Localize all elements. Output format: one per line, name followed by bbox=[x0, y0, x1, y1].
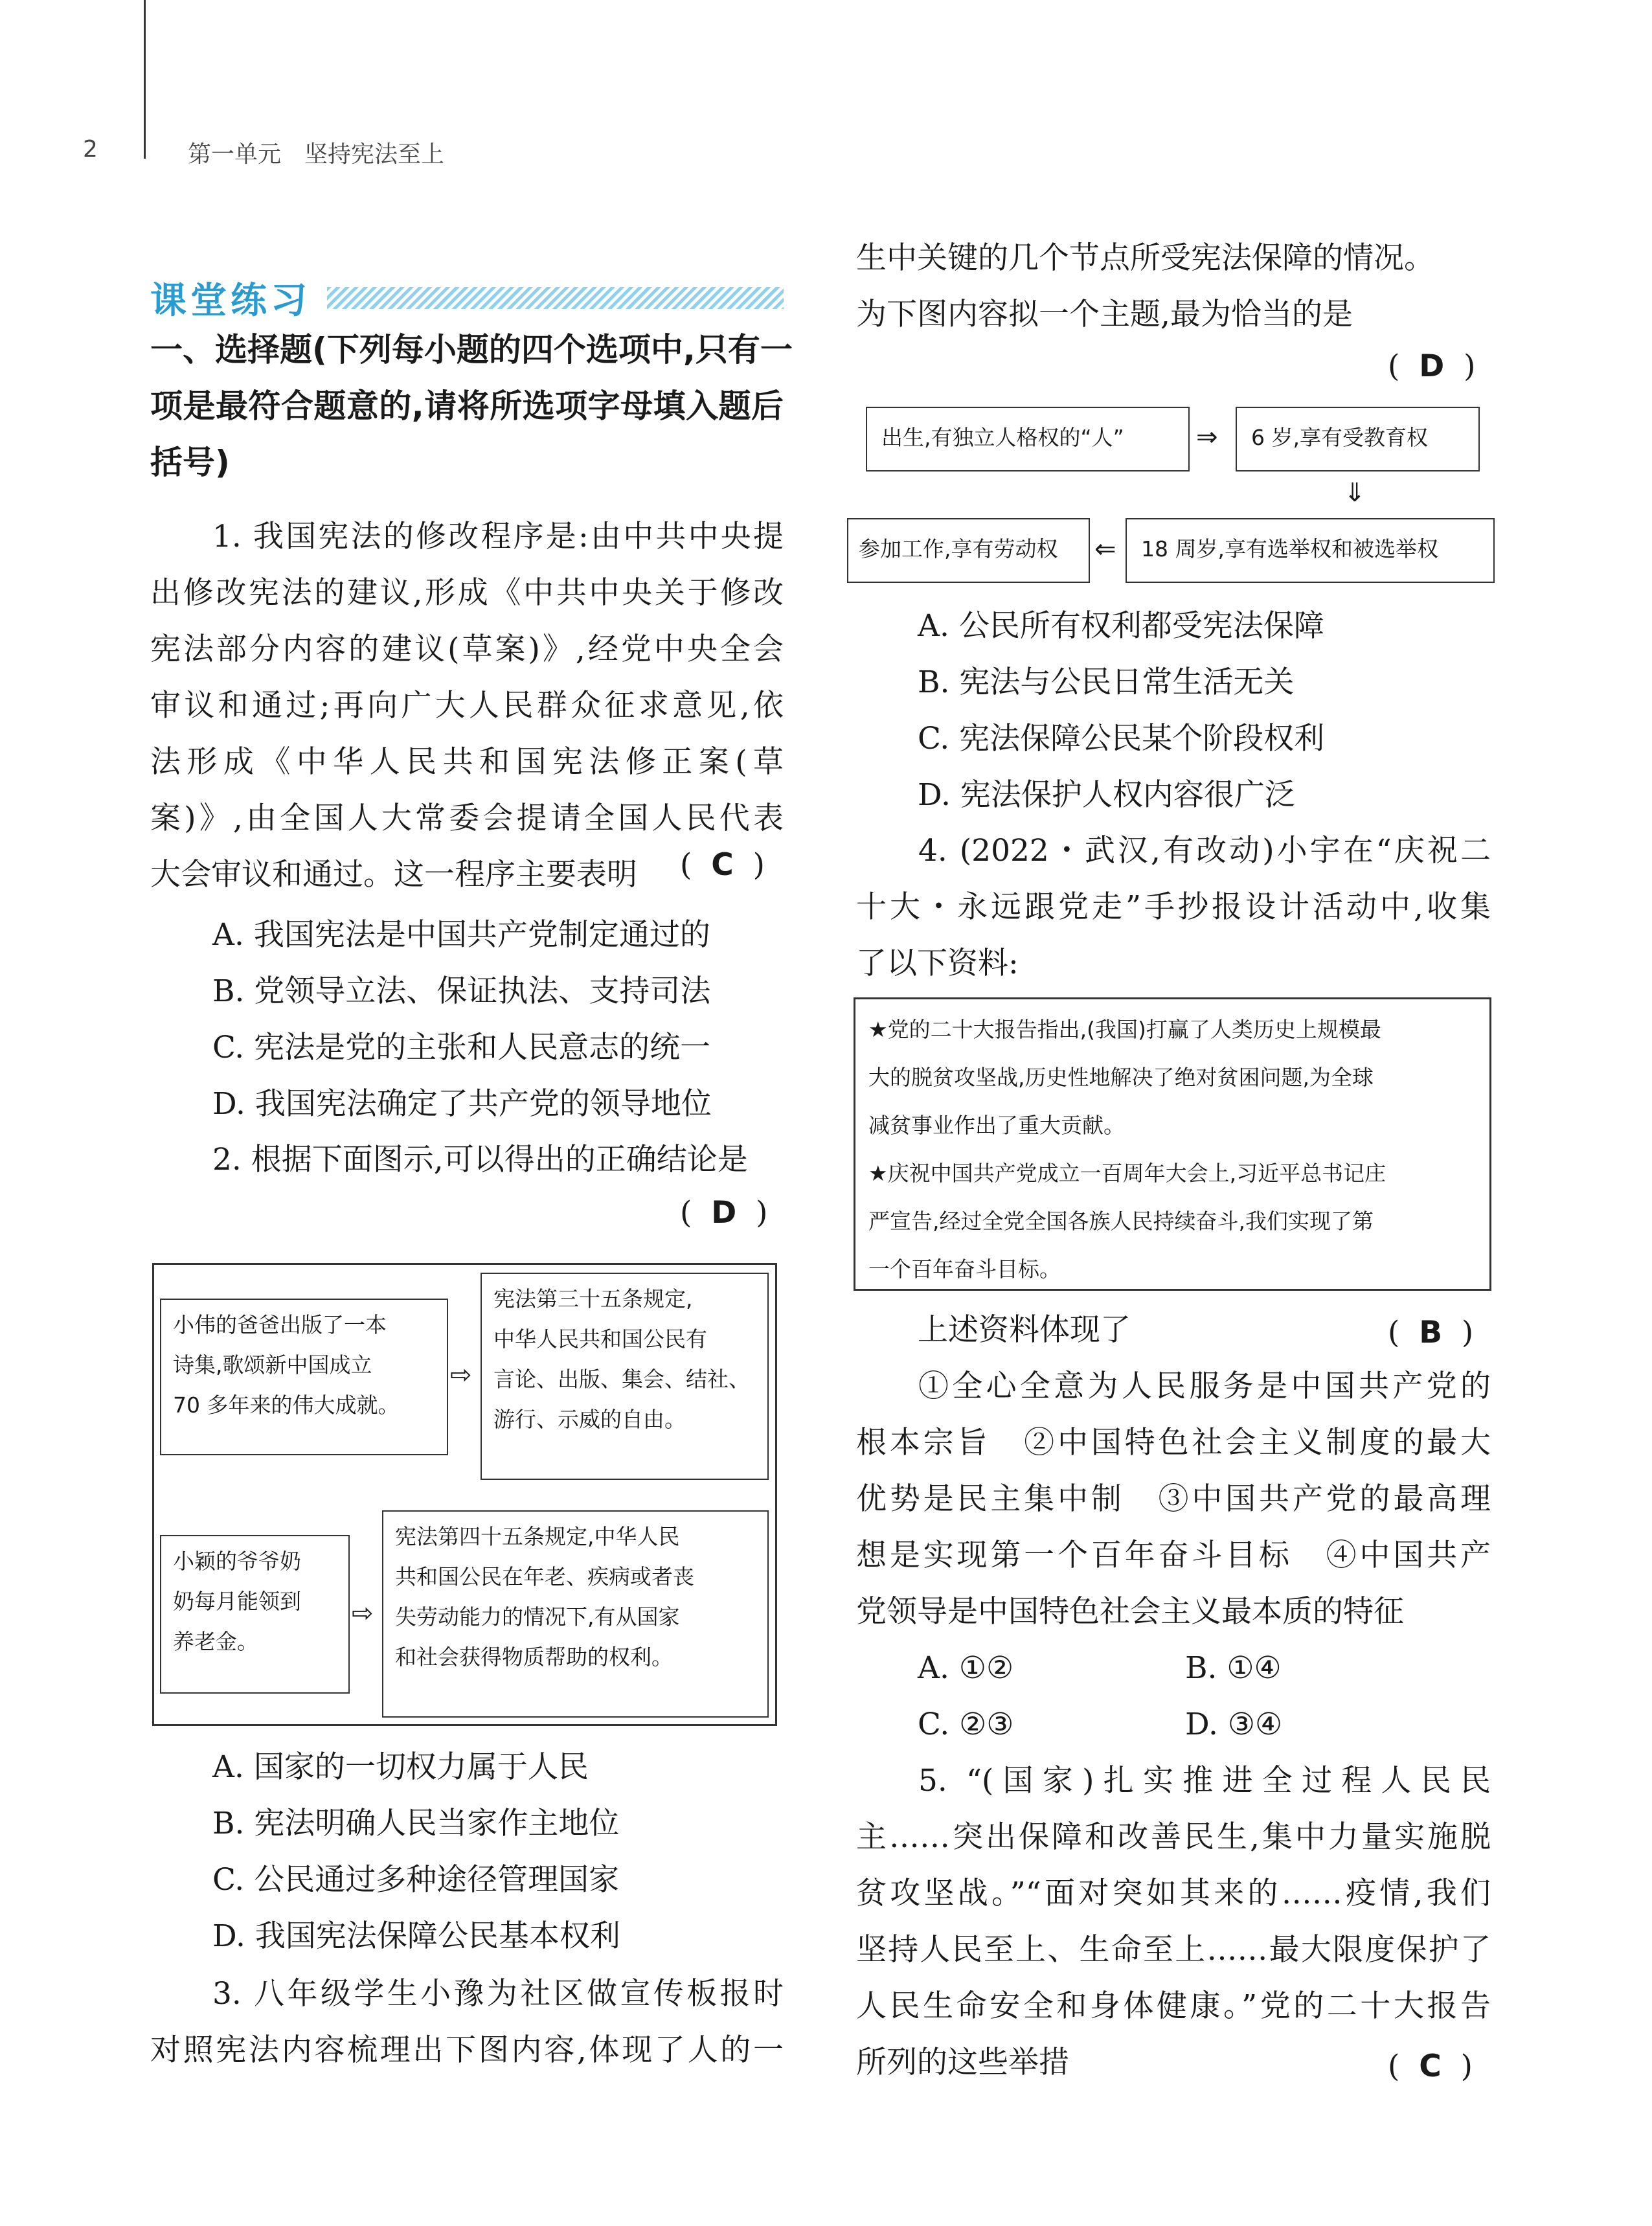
q1-line: 大会审议和通过。这一程序主要表明 bbox=[150, 857, 637, 892]
arrow-icon: ⇨ bbox=[352, 1598, 374, 1628]
q3-line: 生中关键的几个节点所受宪法保障的情况。 bbox=[856, 240, 1434, 276]
q3-option: A. 公民所有权利都受宪法保障 bbox=[918, 608, 1324, 644]
law-line: 和社会获得物质帮助的权利。 bbox=[395, 1644, 673, 1670]
q3-option: C. 宪法保障公民某个阶段权利 bbox=[918, 721, 1325, 756]
q4-option: D. ③④ bbox=[1185, 1707, 1283, 1742]
law-box-1 bbox=[481, 1273, 769, 1480]
q4-line: 了以下资料: bbox=[856, 946, 1019, 981]
q2-answer: ( D ) bbox=[680, 1195, 768, 1231]
q4-line: 十大・永远跟党走”手抄报设计活动中,收集 bbox=[856, 889, 1491, 925]
q4-prompt: 上述资料体现了 bbox=[918, 1312, 1131, 1348]
question-5 bbox=[856, 1753, 1491, 2091]
q1-option: A. 我国宪法是中国共产党制定通过的 bbox=[212, 917, 710, 953]
arrow-icon: ⇨ bbox=[450, 1360, 472, 1390]
q1-line: 1. 我国宪法的修改程序是:由中共中央提 bbox=[212, 519, 784, 554]
flow-node-election: 18 周岁,享有选举权和被选举权 bbox=[1126, 518, 1495, 583]
flow-node-birth: 出生,有独立人格权的“人” bbox=[866, 407, 1190, 471]
material-line: 大的脱贫攻坚战,历史性地解决了绝对贫困问题,为全球 bbox=[868, 1065, 1374, 1090]
q2-option: C. 公民通过多种途径管理国家 bbox=[212, 1862, 620, 1898]
heading-line: 一、选择题(下列每小题的四个选项中,只有一 bbox=[150, 331, 793, 369]
material-line: ★庆祝中国共产党成立一百周年大会上,习近平总书记庄 bbox=[868, 1161, 1386, 1186]
question-heading bbox=[150, 322, 793, 491]
q5-line: 坚持人民至上、生命至上……最大限度保护了 bbox=[856, 1932, 1491, 1968]
q5-answer: ( C ) bbox=[1388, 2049, 1473, 2084]
q3-options bbox=[918, 598, 1324, 823]
q5-line: 人民生命安全和身体健康。”党的二十大报告 bbox=[856, 1988, 1491, 2024]
case-line: 养老金。 bbox=[173, 1629, 258, 1654]
statement-line: 想是实现第一个百年奋斗目标 ④中国共产 bbox=[856, 1538, 1491, 1573]
question-1 bbox=[150, 508, 784, 903]
q2-options bbox=[212, 1739, 620, 1964]
q4-line: 4. (2022・武汉,有改动)小宇在“庆祝二 bbox=[918, 833, 1491, 869]
q1-option: B. 党领导立法、保证执法、支持司法 bbox=[212, 973, 711, 1009]
q1-options bbox=[212, 907, 712, 1132]
q3-answer: ( D ) bbox=[1388, 348, 1476, 384]
q4-option: B. ①④ bbox=[1185, 1650, 1282, 1686]
q1-line: 案)》,由全国人大常委会提请全国人民代表 bbox=[150, 801, 784, 836]
header-divider bbox=[144, 0, 146, 159]
q3-line: 对照宪法内容梳理出下图内容,体现了人的一 bbox=[150, 2032, 784, 2068]
flow-node-work: 参加工作,享有劳动权 bbox=[847, 518, 1090, 583]
q4-answer: ( B ) bbox=[1388, 1315, 1474, 1350]
case-line: 70 多年来的伟大成就。 bbox=[173, 1392, 400, 1418]
arrow-down-icon: ⇓ bbox=[1344, 478, 1366, 508]
flow-node-education: 6 岁,享有受教育权 bbox=[1236, 407, 1480, 471]
q3-option: D. 宪法保护人权内容很广泛 bbox=[918, 777, 1295, 813]
case-box-2 bbox=[160, 1535, 350, 1694]
q5-line: 主……突出保障和改善民生,集中力量实施脱 bbox=[856, 1819, 1491, 1855]
q2-option: A. 国家的一切权力属于人民 bbox=[212, 1749, 589, 1785]
q4-option: A. ①② bbox=[918, 1650, 1014, 1686]
q2-option: D. 我国宪法保障公民基本权利 bbox=[212, 1918, 620, 1954]
q1-answer: ( C ) bbox=[680, 847, 765, 883]
q1-option: D. 我国宪法确定了共产党的领导地位 bbox=[212, 1086, 712, 1122]
case-line: 小伟的爸爸出版了一本 bbox=[173, 1312, 387, 1337]
q5-line: 所列的这些举措 bbox=[856, 2045, 1069, 2080]
statement-line: 党领导是中国特色社会主义最本质的特征 bbox=[856, 1594, 1404, 1630]
q5-line: 贫攻坚战。”“面对突如其来的……疫情,我们 bbox=[856, 1876, 1491, 1911]
q1-line: 法形成《中华人民共和国宪法修正案(草 bbox=[150, 744, 784, 780]
q4-material-box bbox=[854, 997, 1491, 1291]
law-line: 失劳动能力的情况下,有从国家 bbox=[395, 1604, 680, 1630]
question-4 bbox=[856, 823, 1491, 992]
material-line: 减贫事业作出了重大贡献。 bbox=[868, 1113, 1125, 1138]
law-line: 言论、出版、集会、结社、 bbox=[493, 1367, 750, 1392]
q1-line: 审议和通过;再向广大人民群众征求意见,依 bbox=[150, 688, 784, 723]
q3-line: 为下图内容拟一个主题,最为恰当的是 bbox=[856, 297, 1353, 332]
case-line: 小颖的爷爷奶 bbox=[173, 1549, 301, 1574]
heading-line: 括号) bbox=[150, 444, 230, 481]
unit-title: 第一单元 坚持宪法至上 bbox=[188, 141, 445, 168]
case-line: 诗集,歌颂新中国成立 bbox=[173, 1352, 372, 1378]
q1-line: 出修改宪法的建议,形成《中共中央关于修改 bbox=[150, 575, 784, 611]
material-line: 一个百年奋斗目标。 bbox=[868, 1256, 1061, 1282]
q1-line: 宪法部分内容的建议(草案)》,经党中央全会 bbox=[150, 631, 784, 667]
q2-option: B. 宪法明确人民当家作主地位 bbox=[212, 1806, 620, 1841]
heading-line: 项是最符合题意的,请将所选项字母填入题后 bbox=[150, 387, 784, 425]
q3-line: 3. 八年级学生小豫为社区做宣传板报时 bbox=[212, 1976, 784, 2012]
arrow-left-icon: ⇐ bbox=[1094, 534, 1116, 564]
statement-line: 优势是民主集中制 ③中国共产党的最高理 bbox=[856, 1481, 1491, 1517]
question-3-cont bbox=[856, 230, 1491, 343]
q2-stem: 2. 根据下面图示,可以得出的正确结论是 bbox=[212, 1142, 748, 1177]
statement-line: 根本宗旨 ②中国特色社会主义制度的最大 bbox=[856, 1425, 1491, 1460]
case-line: 奶每月能领到 bbox=[173, 1589, 301, 1614]
case-box-1 bbox=[160, 1299, 448, 1455]
statement-line: ①全心全意为人民服务是中国共产党的 bbox=[918, 1369, 1491, 1404]
law-line: 宪法第四十五条规定,中华人民 bbox=[395, 1524, 680, 1549]
law-box-2 bbox=[382, 1510, 769, 1718]
q4-statements bbox=[856, 1358, 1491, 1640]
question-3-start bbox=[150, 1966, 784, 2078]
law-line: 宪法第三十五条规定, bbox=[493, 1286, 693, 1312]
arrow-right-icon: ⇒ bbox=[1196, 422, 1218, 452]
law-line: 中华人民共和国公民有 bbox=[493, 1326, 707, 1352]
material-line: ★党的二十大报告指出,(我国)打赢了人类历史上规模最 bbox=[868, 1017, 1381, 1042]
section-title-decoration bbox=[327, 287, 784, 309]
law-line: 共和国公民在年老、疾病或者丧 bbox=[395, 1564, 694, 1589]
page-number: 2 bbox=[83, 136, 98, 163]
q5-line: 5. “(国家)扎实推进全过程人民民 bbox=[918, 1763, 1491, 1799]
q1-option: C. 宪法是党的主张和人民意志的统一 bbox=[212, 1030, 711, 1065]
material-line: 严宣告,经过全党全国各族人民持续奋斗,我们实现了第 bbox=[868, 1209, 1374, 1234]
section-title: 课堂练习 bbox=[150, 280, 311, 322]
law-line: 游行、示威的自由。 bbox=[493, 1407, 686, 1432]
q4-option: C. ②③ bbox=[918, 1707, 1014, 1742]
q3-option: B. 宪法与公民日常生活无关 bbox=[918, 664, 1295, 700]
